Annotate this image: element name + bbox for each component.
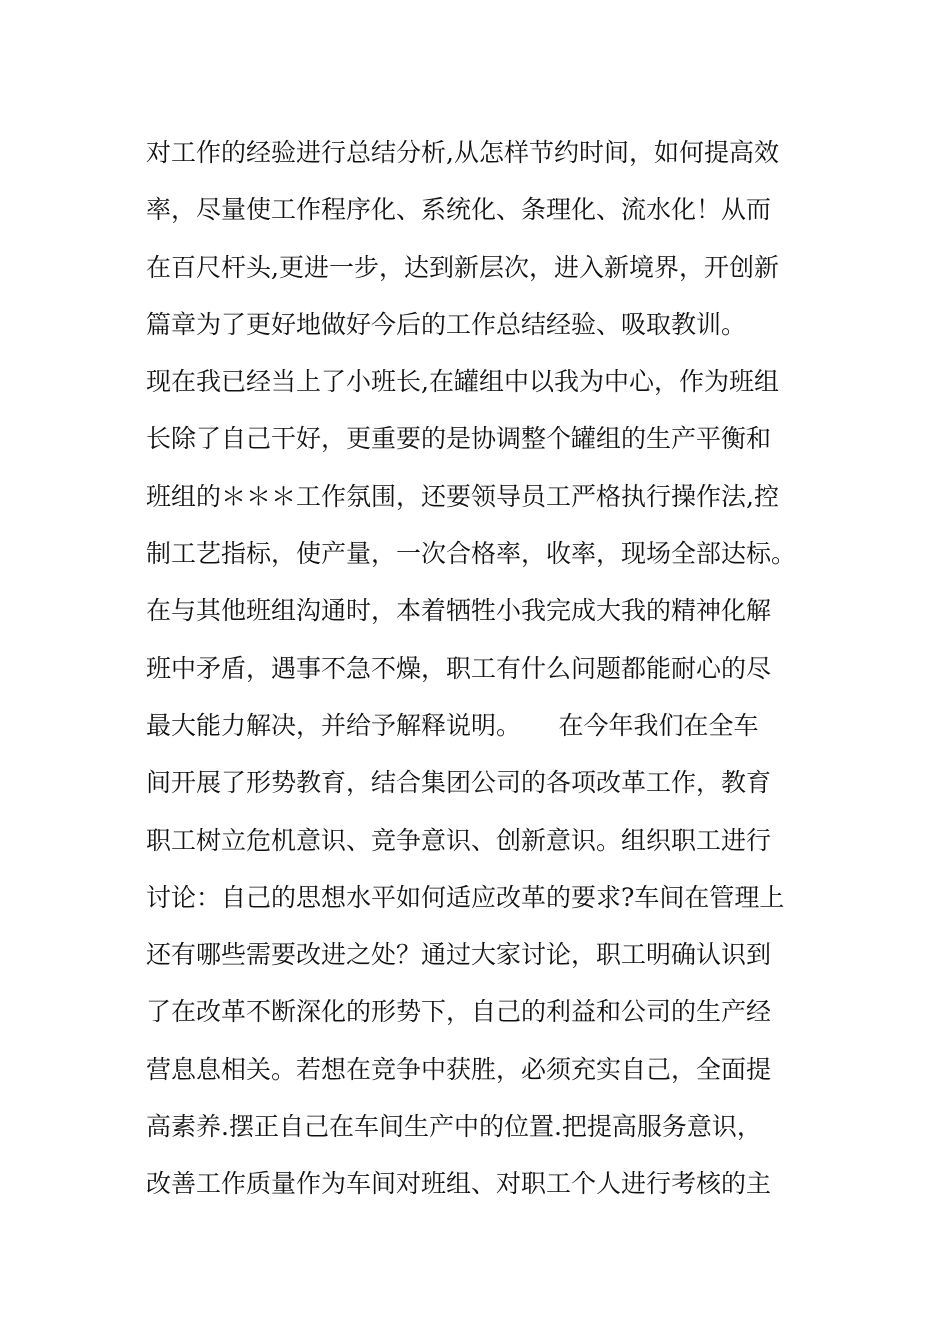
text-line: 在百尺杆头,更进一步，达到新层次，进入新境界，开创新 bbox=[146, 252, 779, 282]
text-line: 对工作的经验进行总结分析,从怎样节约时间，如何提高效 bbox=[146, 138, 779, 167]
text-line: 班组的＊＊＊工作氛围，还要领导员工严格执行操作法,控 bbox=[146, 481, 779, 511]
text-line: 间开展了形势教育，结合集团公司的各项改革工作，教育 bbox=[146, 768, 772, 798]
text-line: 长除了自己干好，更重要的是协调整个罐组的生产平衡和 bbox=[146, 424, 772, 454]
body-text bbox=[146, 124, 846, 1213]
text-line: 率，尽量使工作程序化、系统化、条理化、流水化！从而 bbox=[146, 195, 772, 225]
text-line: 高素养.摆正自己在车间生产中的位置.把提高服务意识， bbox=[146, 1112, 762, 1142]
text-line: 讨论：自己的思想水平如何适应改革的要求?车间在管理上 bbox=[146, 882, 785, 912]
text-line: 制工艺指标，使产量，一次合格率，收率，现场全部达标。 bbox=[146, 539, 797, 569]
text-line: 了在改革不断深化的形势下，自己的利益和公司的生产经 bbox=[146, 997, 772, 1027]
text-line: 篇章为了更好地做好今后的工作总结经验、吸取教训。 bbox=[146, 309, 747, 339]
text-line: 在与其他班组沟通时，本着牺牲小我完成大我的精神化解 bbox=[146, 596, 772, 626]
text-line: 还有哪些需要改进之处？通过大家讨论，职工明确认识到 bbox=[146, 940, 772, 970]
text-line: 营息息相关。若想在竞争中获胜，必须充实自己，全面提 bbox=[146, 1054, 772, 1084]
text-line: 班中矛盾，遇事不急不燥，职工有什么问题都能耐心的尽 bbox=[146, 653, 772, 683]
text-line: 职工树立危机意识、竞争意识、创新意识。组织职工进行 bbox=[146, 825, 772, 855]
text-line: 改善工作质量作为车间对班组、对职工个人进行考核的主 bbox=[146, 1169, 772, 1199]
text-line: 现在我已经当上了小班长,在罐组中以我为中心，作为班组 bbox=[146, 367, 779, 397]
text-line: 最大能力解决，并给予解释说明。 在今年我们在全车 bbox=[146, 710, 759, 740]
